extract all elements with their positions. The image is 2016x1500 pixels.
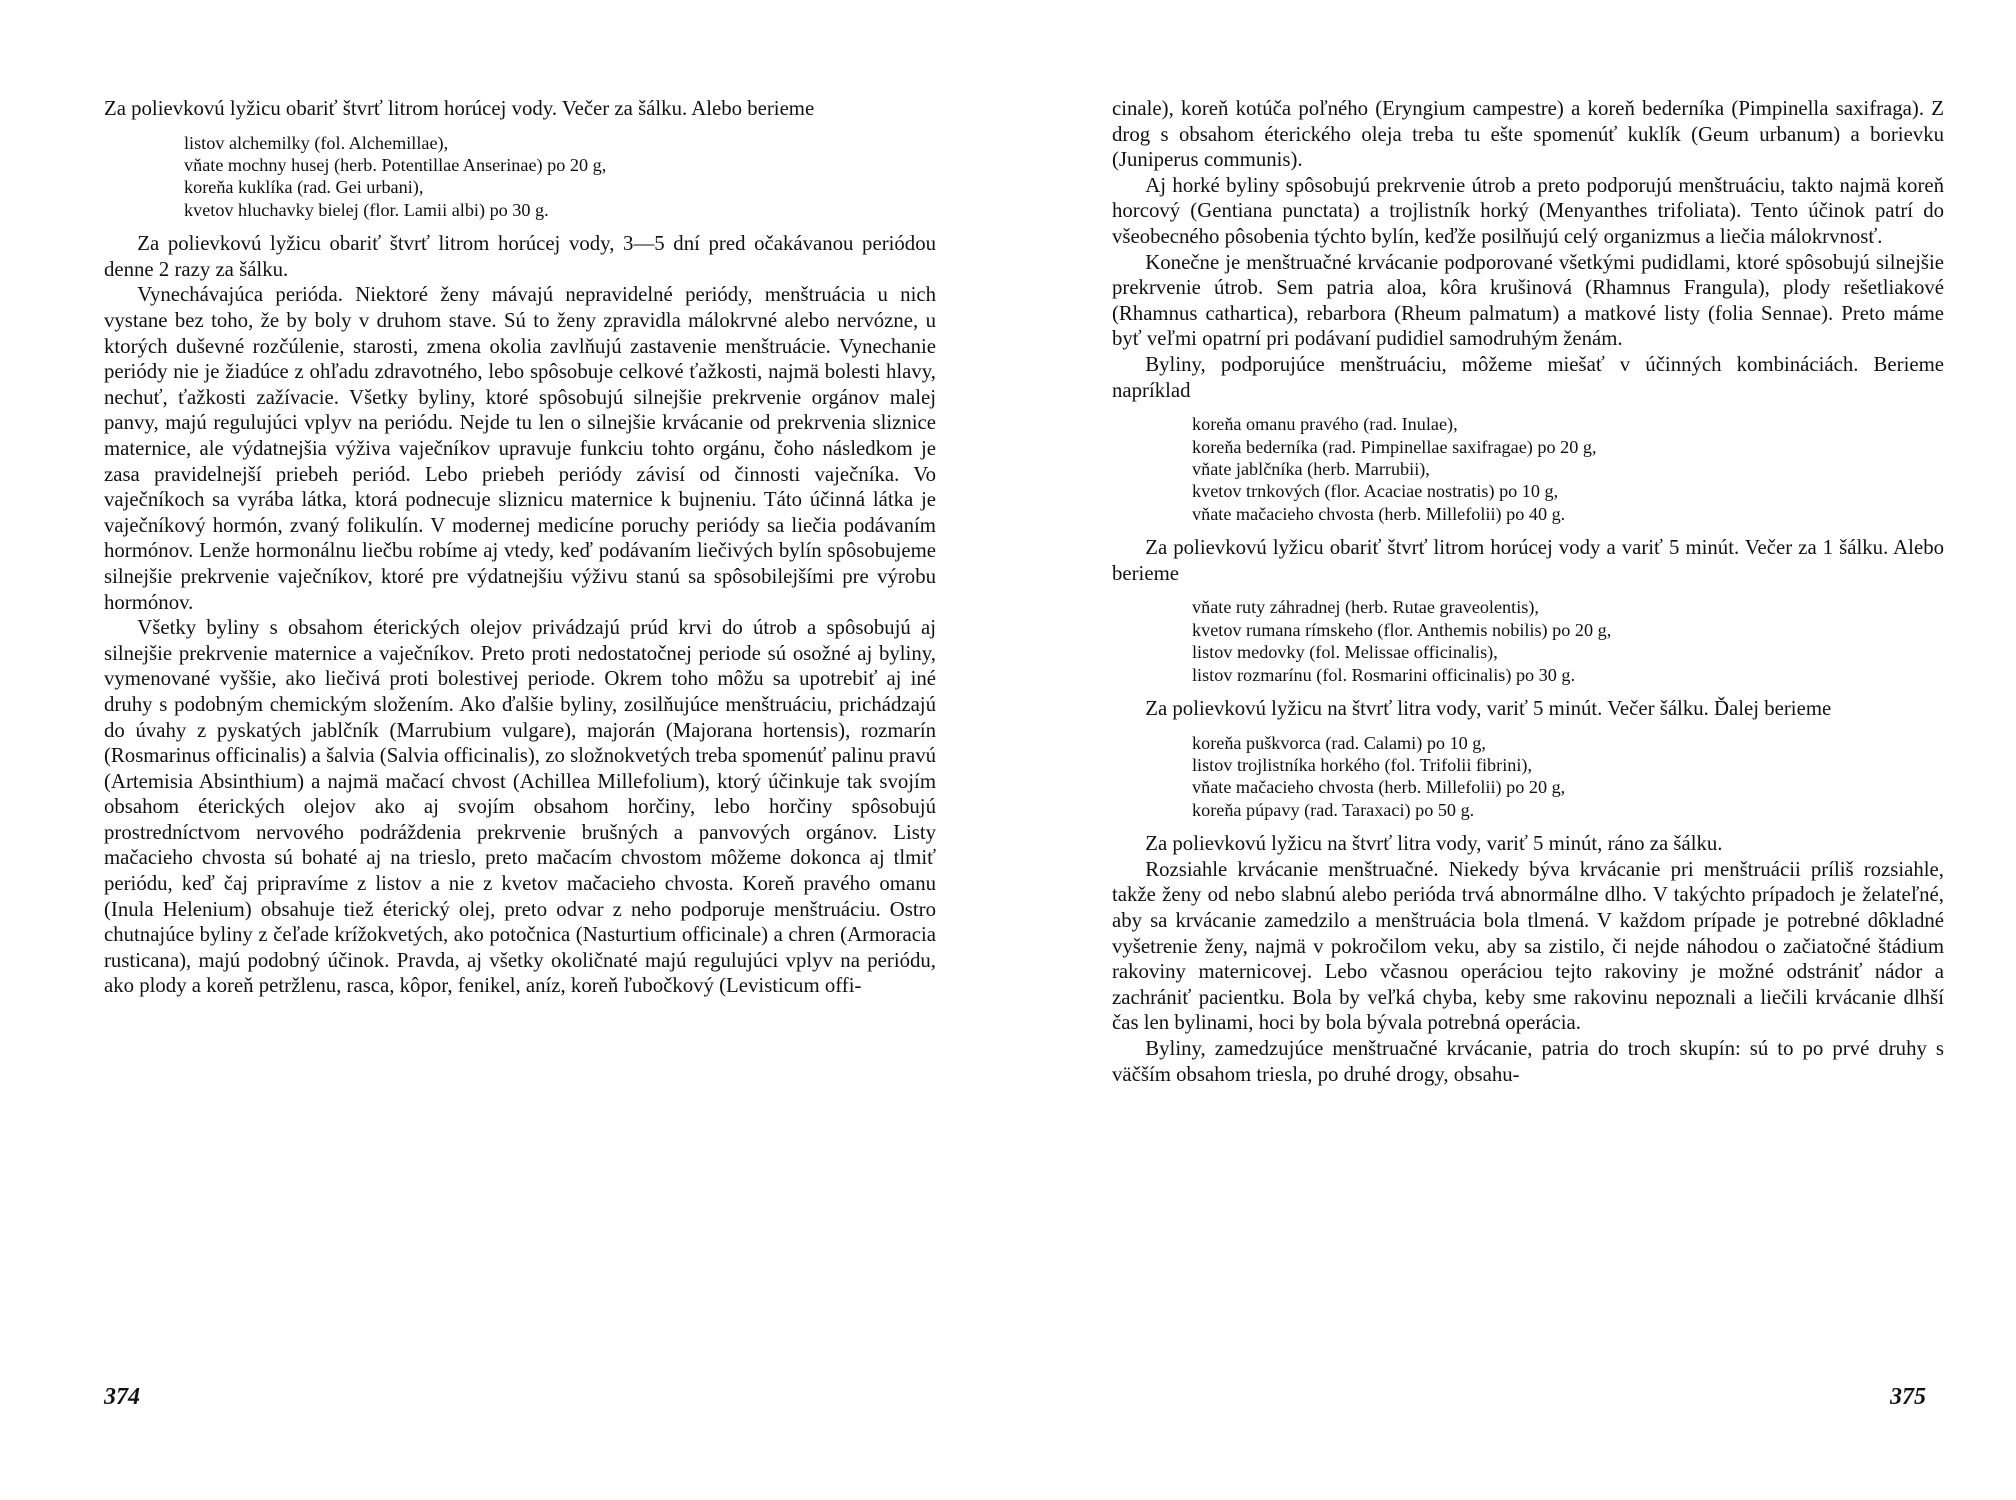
recipe-item: kvetov rumana rímskeho (flor. Anthemis nobilis) po 20 g,	[1192, 619, 1612, 640]
paragraph: Rozsiahle krvácanie menštruačné. Niekedy býva krvácanie pri menštruácii príliš rozsiahle, takže ženy od nebo slabnú alebo perióda trvá abnormálne dlho. V takýchto prípadoch je želateľné, aby sa krvácanie zamedzilo a menštruácia bola tlmená. V každom prípade je potrebné dôkladné vyšetrenie ženy, najmä v pokročilom veku, aby sa zistilo, či nejde náhodou o začiatočné štádium rakoviny maternicovej. Lebo včasnou operáciou tejto rakoviny je možné odstrániť nádor a zachrániť pacientku. Bola by veľká chyba, keby sme rakovinu nepoznali a liečili krvácanie dlhší čas len bylinami, hoci by bola bývala potrebná operácia.	[1112, 857, 1944, 1035]
paragraph: Aj horké byliny spôsobujú prekrvenie útrob a preto podporujú menštruáciu, takto najmä koreň horcový (Gentiana punctata) a trojlistník horký (Menyanthes trifoliata). Tento účinok patrí do všeobecného pôsobenia týchto bylín, keďže posilňujú celý organizmus a liečia málokrvnosť.	[1112, 173, 1944, 248]
right-page	[1112, 96, 1944, 1087]
recipe-item: vňate mačacieho chvosta (herb. Millefolii) po 20 g,	[1192, 777, 1566, 798]
recipe-list	[184, 132, 936, 222]
paragraph: Za polievkovú lyžicu na štvrť litra vody, variť 5 minút, ráno za šálku.	[1145, 832, 1723, 856]
recipe-item: vňate mochny husej (herb. Potentillae Anserinae) po 20 g,	[184, 155, 607, 175]
recipe-item: koreňa kuklíka (rad. Gei urbani),	[184, 177, 424, 198]
recipe-item: koreňa púpavy (rad. Taraxaci) po 50 g.	[1192, 799, 1475, 820]
paragraph: Byliny, podporujúce menštruáciu, môžeme miešať v účinných kombináciách. Berieme napríklad	[1112, 352, 1944, 402]
paragraph: Za polievkovú lyžicu na štvrť litra vody, variť 5 minút. Večer šálku. Ďalej berieme	[1145, 696, 1832, 720]
recipe-item: listov rozmarínu (fol. Rosmarini officinalis) po 30 g.	[1192, 664, 1576, 685]
recipe-item: listov medovky (fol. Melissae officinalis),	[1192, 642, 1498, 663]
recipe-item: vňate jablčníka (herb. Marrubii),	[1192, 458, 1430, 479]
recipe-item: koreňa omanu pravého (rad. Inulae),	[1192, 414, 1458, 435]
paragraph: Za polievkovú lyžicu obariť štvrť litrom horúcej vody a variť 5 minút. Večer za 1 šálku. Alebo berieme	[1112, 536, 1944, 585]
page-number-right: 375	[1890, 1384, 1926, 1410]
paragraph: Byliny, zamedzujúce menštruačné krvácanie, patria do troch skupín: sú to po prvé druhy s väčším obsahom triesla, po druhé drogy, obsahu-	[1112, 1036, 1944, 1086]
recipe-item: vňate ruty záhradnej (herb. Rutae graveolentis),	[1192, 597, 1539, 618]
paragraph: Všetky byliny s obsahom éterických olejov privádzajú prúd krvi do útrob a spôsobujú aj silnejšie prekrvenie maternice a vaječníkov. Preto proti nedostatočnej periode sú osožné aj byliny, vymenované vyššie, ako liečivá proti bolestivej periode. Okrem toho môžu sa upotrebiť aj iné druhy s podobným chemickým složením. Ako ďalšie byliny, zosilňujúce menštruáciu, prichádzajú do úvahy z pyskatých jablčník (Marrubium vulgare), majorán (Majorana hortensis), rozmarín (Rosmarinus officinalis) a šalvia (Salvia officinalis), zo složnokvetých treba spomenúť palinu pravú (Artemisia Absinthium) a najmä mačací chvost (Achillea Millefolium), ktorý účinkuje tak svojím obsahom éterických olejov ako aj svojím obsahom horčiny, lebo horčiny spôsobujú prostredníctvom nervového podráždenia prekrvenie brušných a panvových orgánov. Listy mačacieho chvosta sú bohaté aj na trieslo, preto mačacím chvostom môžeme dokonca aj tlmiť periódu, keď čaj pripravíme z listov a nie z kvetov mačacieho chvosta. Koreň pravého omanu (Inula Helenium) obsahuje tiež éterický olej, preto odvar z neho podporuje menštruáciu. Ostro chutnajúce byliny z čeľade krížokvetých, ako potočnica (Nasturtium officinale) a chren (Armoracia rusticana), majú podobný účinok. Pravda, aj všetky okoličnaté majú regulujúci vplyv na periódu, ako plody a koreň petržlenu, rasca, kôpor, fenikel, aníz, koreň ľubočkový (Levisticum offi-	[104, 616, 936, 998]
recipe-list	[1192, 596, 1944, 686]
recipe-item: listov trojlistníka horkého (fol. Trifolii fibrini),	[1192, 754, 1532, 775]
recipe-list	[1192, 413, 1944, 525]
recipe-list	[1192, 732, 1944, 822]
recipe-item: kvetov trnkových (flor. Acaciae nostratis) po 10 g,	[1192, 481, 1559, 502]
paragraph: Za polievkovú lyžicu obariť štvrť litrom horúcej vody. Večer za šálku. Alebo berieme	[104, 97, 815, 120]
recipe-item: kvetov hluchavky bielej (flor. Lamii albi) po 30 g.	[184, 199, 549, 220]
paragraph: cinale), koreň kotúča poľného (Eryngium campestre) a koreň bederníka (Pimpinella saxifraga). Z drog s obsahom éterického oleja treba tu ešte spomenúť kuklík (Geum urbanum) a borievku (Juniperus communis).	[1112, 97, 1944, 172]
recipe-item: listov alchemilky (fol. Alchemillae),	[184, 132, 449, 153]
paragraph: Vynechávajúca perióda. Niektoré ženy mávajú nepravidelné periódy, menštruácia u nich vystane bez toho, že by boly v druhom stave. Sú to ženy zpravidla málokrvné alebo nervózne, u ktorých duševné rozčúlenie, starosti, zmena okolia zavlňujú zastavenie menštruácie. Vynechanie periódy nie je žiadúce z ohľadu zdravotného, lebo spôsobuje celkové ťažkosti, najmä bolesti hlavy, nechuť, ťažkosti zažívacie. Všetky byliny, ktoré spôsobujú silnejšie prekrvenie orgánov malej panvy, majú regulujúci vplyv na periódu. Nejde tu len o silnejšie krvácanie od prekrvenia sliznice maternice, ale výdatnejšia výživa vaječníkov upravuje funkciu tohto orgánu, čoho následkom je zasa pravidelnejší priebeh periód. Lebo priebeh periódy závisí od činnosti vaječníka. Vo vaječníkoch sa vyrába látka, ktorá podnecuje sliznicu maternice k bujneniu. Táto účinná látka je vaječníkový hormón, zvaný folikulín. V modernej medicíne poruchy periódy sa liečia podávaním hormónov. Lenže hormonálnu liečbu robíme aj vtedy, keď podávaním liečivých bylín spôsobujeme silnejšie prekrvenie vaječníkov, ktoré pre výdatnejšiu výživu stanú sa spôsobilejšími pre výrobu hormónov.	[104, 283, 936, 614]
left-page	[104, 96, 936, 999]
page-number-left: 374	[104, 1384, 140, 1410]
paragraph: Konečne je menštruačné krvácanie podporované všetkými pudidlami, ktoré spôsobujú silnejšie prekrvenie útrob. Sem patria aloa, kôra krušinová (Rhamnus Frangula), plody rešetliakové (Rhamnus cathartica), rebarbora (Rheum palmatum) a matkové listy (folia Sennae). Preto máme byť veľmi opatrní pri podávaní pudidiel samodruhým ženám.	[1112, 250, 1944, 351]
recipe-item: koreňa puškvorca (rad. Calami) po 10 g,	[1192, 732, 1486, 753]
paragraph: Za polievkovú lyžicu obariť štvrť litrom horúcej vody, 3—5 dní pred očakávanou periódou denne 2 razy za šálku.	[104, 232, 936, 281]
recipe-item: vňate mačacieho chvosta (herb. Millefolii) po 40 g.	[1192, 503, 1566, 524]
recipe-item: koreňa bederníka (rad. Pimpinellae saxifragae) po 20 g,	[1192, 436, 1597, 457]
